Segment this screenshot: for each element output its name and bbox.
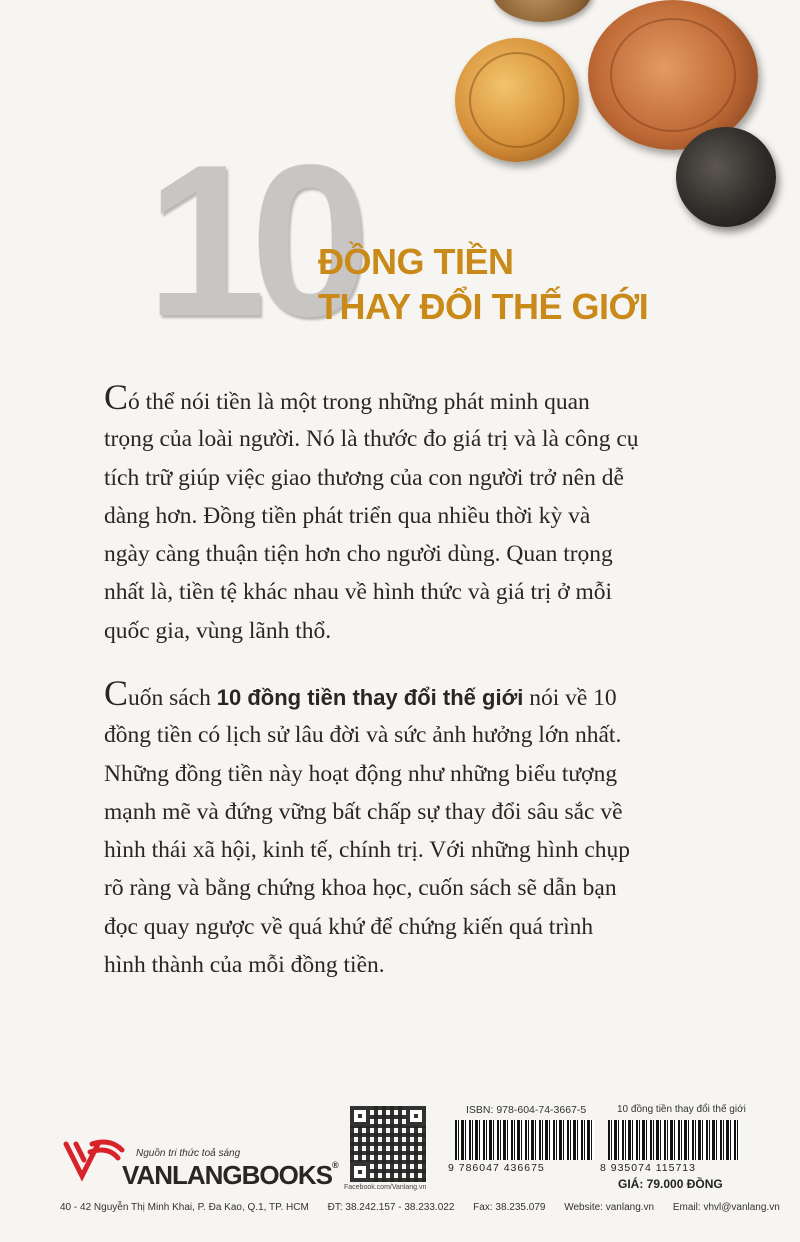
publisher-slogan: Nguồn tri thức toả sáng bbox=[136, 1148, 241, 1159]
drop-cap: C bbox=[104, 377, 129, 417]
barcode-book-title: 10 đồng tiền thay đổi thế giới bbox=[617, 1104, 746, 1115]
title-number: 10 bbox=[146, 119, 355, 361]
ean-barcode bbox=[608, 1120, 740, 1160]
paragraph-line: nhất là, tiền tệ khác nhau về hình thức và giá trị ở mỗi bbox=[104, 579, 613, 606]
qr-caption: Facebook.com/Vanlang.vn bbox=[344, 1184, 427, 1191]
paragraph-line: đọc quay ngược về quá khứ để chứng kiến quá trình bbox=[104, 913, 594, 940]
drop-cap: C bbox=[104, 673, 129, 713]
website-link[interactable]: Website: vanlang.vn bbox=[564, 1202, 655, 1213]
book-title-inline: 10 đồng tiền thay đổi thế giới bbox=[216, 685, 524, 710]
paragraph-line: hình thành của mỗi đồng tiền. bbox=[104, 952, 385, 979]
coin-image-dark bbox=[676, 127, 776, 227]
paragraph-line: ngày càng thuận tiện hơn cho người dùng. Quan trọng bbox=[104, 541, 613, 568]
address-text: 40 - 42 Nguyễn Thị Minh Khai, P. Đa Kao, Q.1, TP. HCM bbox=[60, 1202, 309, 1213]
qr-finder bbox=[406, 1106, 426, 1126]
publisher-contact-bar bbox=[60, 1202, 780, 1213]
ean-number: 8 935074 115713 bbox=[600, 1162, 696, 1174]
isbn-number: 9 786047 436675 bbox=[448, 1162, 545, 1174]
coin-image-top bbox=[492, 0, 592, 22]
description-paragraph-2 bbox=[104, 673, 704, 984]
paragraph-line: trọng của loài người. Nó là thước đo giá trị và là công cụ bbox=[104, 426, 639, 453]
phone-text: ĐT: 38.242.157 - 38.233.022 bbox=[327, 1202, 455, 1213]
isbn-label: ISBN: 978-604-74-3667-5 bbox=[466, 1104, 587, 1116]
isbn-barcode bbox=[455, 1120, 595, 1160]
paragraph-line: tích trữ giúp việc giao thương của con người trở nên dễ bbox=[104, 464, 624, 491]
fax-text: Fax: 38.235.079 bbox=[473, 1202, 546, 1213]
paragraph-line: quốc gia, vùng lãnh thổ. bbox=[104, 617, 332, 644]
paragraph-line: dàng hơn. Đồng tiền phát triển qua nhiều thời kỳ và bbox=[104, 502, 591, 529]
coin-image-gold bbox=[455, 38, 579, 162]
title-line-1: ĐỒNG TIỀN bbox=[318, 241, 514, 282]
paragraph-line: rõ ràng và bằng chứng khoa học, cuốn sách sẽ dẫn bạn bbox=[104, 875, 617, 902]
publisher-brand: VANLANGBOOKS® bbox=[122, 1160, 338, 1190]
qr-code[interactable] bbox=[350, 1106, 426, 1182]
qr-finder bbox=[350, 1162, 370, 1182]
description-paragraph-1 bbox=[104, 377, 704, 650]
paragraph-line: hình thái xã hội, kinh tế, chính trị. Với những hình chụp bbox=[104, 837, 631, 864]
qr-finder bbox=[350, 1106, 370, 1126]
paragraph-line: Những đồng tiền này hoạt động như những biểu tượng bbox=[104, 760, 618, 787]
email-link[interactable]: Email: vhvl@vanlang.vn bbox=[672, 1202, 780, 1213]
paragraph-line: Cuốn sách 10 đồng tiền thay đổi thế giới nói về 10 bbox=[104, 673, 617, 713]
paragraph-line: đồng tiền có lịch sử lâu đời và sức ảnh hưởng lớn nhất. bbox=[104, 722, 622, 749]
paragraph-line: mạnh mẽ và đứng vững bất chấp sự thay đổi sâu sắc về bbox=[104, 798, 623, 825]
paragraph-line: Có thể nói tiền là một trong những phát minh quan bbox=[104, 377, 590, 417]
title-line-2: THAY ĐỔI THẾ GIỚI bbox=[318, 286, 649, 327]
price-label: GIÁ: 79.000 ĐỒNG bbox=[618, 1177, 723, 1191]
